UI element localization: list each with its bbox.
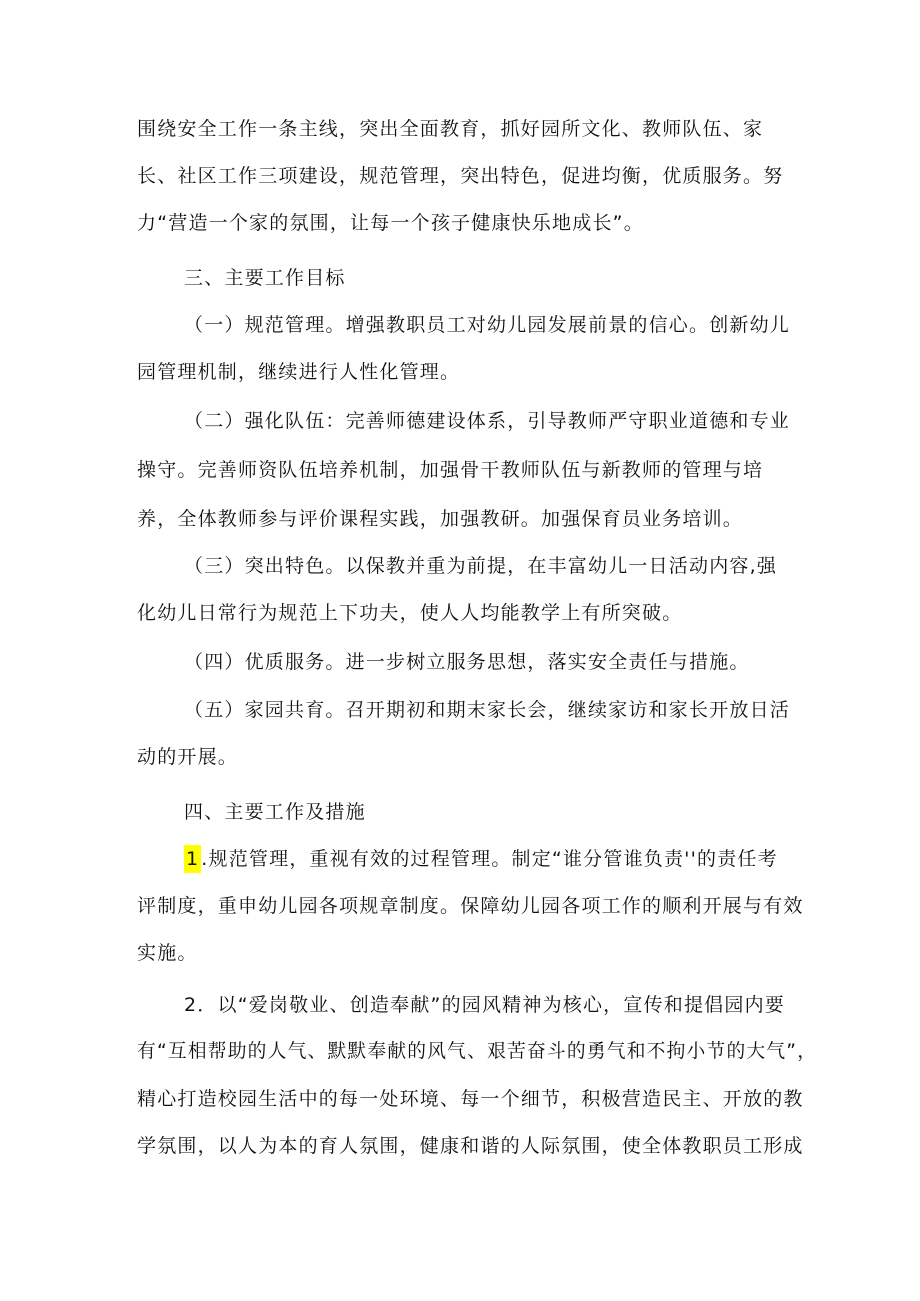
highlighted-number: 1 [184,845,201,873]
text-line-rest: .规范管理，重视有效的过程管理。制定“谁分管谁负责''的责任考 [201,848,778,870]
heading-text: 三、主要工作目标 [184,267,346,289]
text-line: （一）规范管理。增强教职员工对幼儿园发展前景的信心。创新幼儿 [184,314,791,336]
text-line: 园管理机制，继续进行人性化管理。 [137,361,461,383]
text-line: 评制度，重申幼儿园各项规章制度。保障幼儿园各项工作的顺利开展与有效 [137,895,804,917]
text-line: （四）优质服务。进一步树立服务思想，落实安全责任与措施。 [184,651,750,673]
text-line [184,847,778,871]
text-line: 养，全体教师参与评价课程实践，加强教研。加强保育员业务培训。 [137,508,744,530]
text-line: 学氛围，以人为本的育人氛围，健康和谐的人际氛围，使全体教职员工形成 [137,1135,804,1157]
text-line: 动的开展。 [137,746,239,768]
heading-text: 四、主要工作及措施 [184,801,366,823]
text-line: 化幼儿日常行为规范上下功夫，使人人均能教学上有所突破。 [137,602,683,624]
text-line: 实施。 [137,942,198,964]
text-line: 2．以“爱岗敬业、创造奉献”的园风精神为核心，宣传和提倡园内要 [184,994,785,1016]
text-line: 围绕安全工作一条主线，突出全面教育，抓好园所文化、教师队伍、家 [137,118,764,140]
text-line: （三）突出特色。以保教并重为前提，在丰富幼儿一日活动内容,强 [184,555,778,577]
text-line: 操守。完善师资队伍培养机制，加强骨干教师队伍与新教师的管理与培 [137,459,764,481]
text-line: 力“营造一个家的氛围，让每一个孩子健康快乐地成长”。 [137,212,644,234]
text-line: （二）强化队伍：完善师德建设体系，引导教师严守职业道德和专业 [184,410,791,432]
text-line: 有“互相帮助的人气、默默奉献的风气、艰苦奋斗的勇气和不拘小节的大气”， [137,1041,818,1062]
text-line: 精心打造校园生活中的每一处环境、每一个细节，积极营造民主、开放的教 [137,1088,804,1110]
text-line: 长、社区工作三项建设，规范管理，突出特色，促进均衡，优质服务。努 [137,165,784,187]
text-line: （五）家园共育。召开期初和期末家长会，继续家访和家长开放日活 [184,699,791,721]
